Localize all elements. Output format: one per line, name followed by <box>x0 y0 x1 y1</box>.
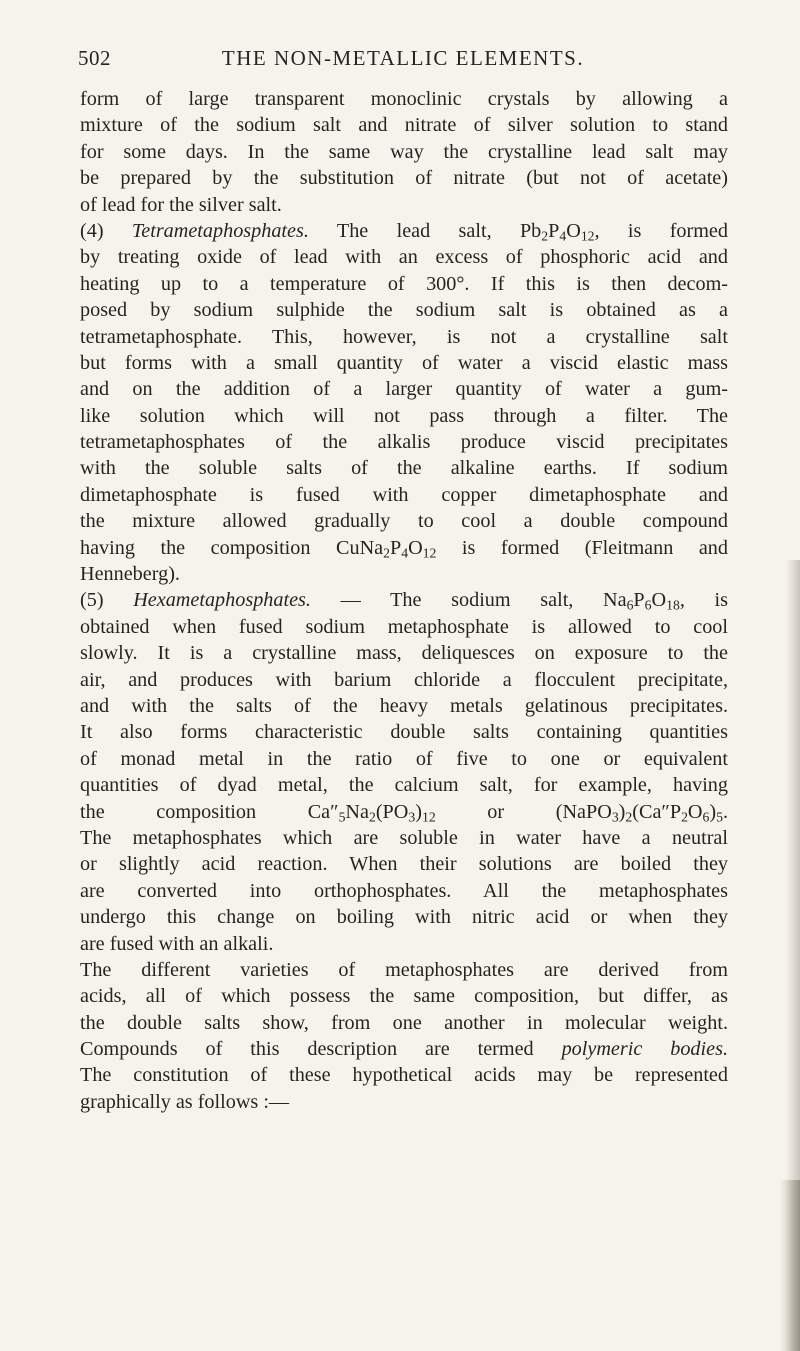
text-line: The metaphosphates which are soluble in water have a neutral <box>80 826 728 849</box>
text-run: O <box>651 589 667 612</box>
page-number: 502 <box>78 46 111 70</box>
text-line: and with the salts of the heavy metals gelatinous precipitates. <box>80 694 728 717</box>
term-polymeric-bodies: polymeric bodies. <box>561 1038 728 1061</box>
text-run: (PO <box>375 800 409 823</box>
text-run: is formed (Fleitmann and <box>436 536 728 559</box>
text-line: be prepared by the substitution of nitrate (but not of acetate) <box>80 167 728 190</box>
text-run: — The sodium salt, Na <box>310 589 627 612</box>
subscript: 2 <box>541 228 549 244</box>
subscript: 2 <box>368 808 376 824</box>
text-run: O <box>408 536 423 559</box>
formula-line <box>80 799 728 825</box>
text-line: tetrametaphosphates of the alkalis produce viscid precipitates <box>80 431 728 454</box>
text-line: by treating oxide of lead with an excess of phosphoric acid and <box>80 246 728 269</box>
text-line: undergo this change on boiling with nitric acid or when they <box>80 906 728 929</box>
text-line: or slightly acid reaction. When their solutions are boiled they <box>80 853 728 876</box>
text-run: having the composition CuNa <box>80 536 384 559</box>
text-run: ) <box>709 800 717 823</box>
text-line: the double salts show, from one another in molecular weight. <box>80 1011 728 1034</box>
section-term: Tetrametaphosphates. <box>131 219 309 242</box>
text-run: , is formed <box>594 219 728 242</box>
section-5-heading-line <box>80 587 728 613</box>
text-line: slowly. It is a crystalline mass, deliquesces on exposure to the <box>80 642 728 665</box>
subscript: 6 <box>644 597 652 613</box>
text-run: P <box>548 219 560 242</box>
subscript: 4 <box>401 545 409 561</box>
subscript: 2 <box>625 808 633 824</box>
text-run: . <box>722 800 729 823</box>
text-line: mixture of the sodium salt and nitrate of silver solution to stand <box>80 114 728 137</box>
text-run: Compounds of this description are termed <box>80 1038 562 1061</box>
text-line: obtained when fused sodium metaphosphate is allowed to cool <box>80 615 728 638</box>
text-line: It also forms characteristic double salts containing quantities <box>80 721 728 744</box>
text-run: P <box>389 536 402 559</box>
subscript: 6 <box>626 597 634 613</box>
text-line: form of large transparent monoclinic crystals by allowing a <box>80 88 728 110</box>
text-line: The constitution of these hypothetical acids may be represented <box>80 1064 728 1087</box>
text-line: dimetaphosphate is fused with copper dimetaphosphate and <box>80 483 728 506</box>
text-line: quantities of dyad metal, the calcium salt, for example, having <box>80 774 728 797</box>
text-run: O <box>566 219 581 242</box>
text-line: the mixture allowed gradually to cool a double compound <box>80 510 728 533</box>
text-line: with the soluble salts of the alkaline earths. If sodium <box>80 457 728 480</box>
body-text <box>80 86 728 1115</box>
running-title: THE NON-METALLIC ELEMENTS. <box>221 46 585 70</box>
text-line: air, and produces with barium chloride a flocculent precipitate, <box>80 668 728 691</box>
text-run: O <box>687 800 703 823</box>
text-run: Na <box>345 800 369 823</box>
text-run: The lead salt, Pb <box>336 219 542 242</box>
text-line: graphically as follows :— <box>80 1090 290 1113</box>
subscript: 6 <box>702 808 710 824</box>
section-4-heading-line <box>80 218 728 244</box>
subscript: 5 <box>716 808 723 824</box>
section-term: Hexametaphosphates. <box>133 589 311 612</box>
text-line: and on the addition of a larger quantity of water a gum- <box>80 378 728 401</box>
text-run: or (NaPO <box>435 800 612 823</box>
subscript: 4 <box>559 228 567 244</box>
text-line: posed by sodium sulphide the sodium salt is obtained as a <box>80 299 728 322</box>
subscript: 18 <box>666 597 680 613</box>
text-run: P <box>633 589 645 612</box>
text-line: are converted into orthophosphates. All the metaphosphates <box>80 879 728 902</box>
page-edge-shadow <box>780 1180 800 1351</box>
subscript: 12 <box>422 545 437 561</box>
text-line: The different varieties of metaphosphates are derived from <box>80 958 728 981</box>
section-number: (4) <box>80 219 104 242</box>
text-line: for some days. In the same way the crystalline lead salt may <box>80 140 728 163</box>
text-line <box>80 1036 728 1062</box>
subscript: 5 <box>338 808 346 824</box>
subscript: 3 <box>611 808 619 824</box>
text-line: of monad metal in the ratio of five to one or equivalent <box>80 747 728 770</box>
subscript: 3 <box>408 808 416 824</box>
text-run: (Ca″P <box>632 800 682 823</box>
text-line: tetrametaphosphate. This, however, is not a crystalline salt <box>80 325 728 348</box>
formula-line <box>80 535 728 561</box>
subscript: 2 <box>383 545 390 561</box>
text-line: are fused with an alkali. <box>80 932 274 955</box>
running-head <box>78 46 728 76</box>
text-line: acids, all of which possess the same composition, but differ, as <box>80 985 728 1008</box>
text-line: Henneberg). <box>80 563 180 586</box>
subscript: 12 <box>421 808 436 824</box>
text-run: the composition Ca″ <box>80 800 339 823</box>
text-run: , is <box>679 589 729 612</box>
section-number: (5) <box>80 589 104 612</box>
text-run: ) <box>415 800 422 823</box>
text-line: of lead for the silver salt. <box>80 193 282 216</box>
text-line: heating up to a temperature of 300°. If this is then decom- <box>80 272 728 295</box>
subscript: 2 <box>681 808 688 824</box>
text-run: ) <box>618 800 626 823</box>
text-line: but forms with a small quantity of water a viscid elastic mass <box>80 351 728 374</box>
subscript: 12 <box>580 228 595 244</box>
text-line: like solution which will not pass through a filter. The <box>80 404 728 427</box>
